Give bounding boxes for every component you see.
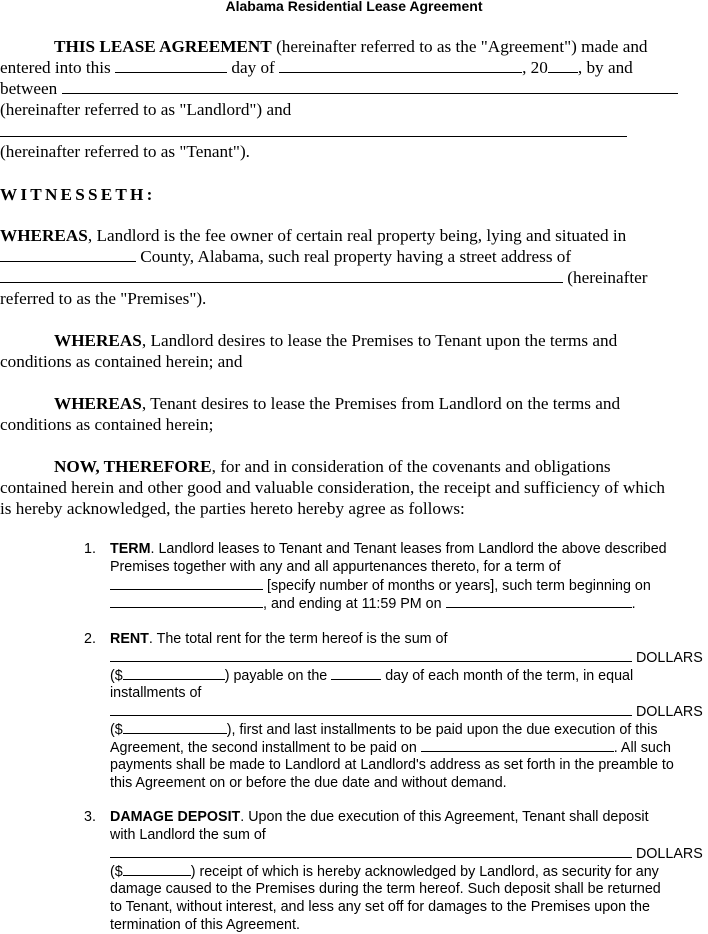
clause-deposit-line-6: to Tenant, without interest, and less any set off for damages to the Premises upon the: [110, 899, 650, 915]
clause-term-line-1: TERM. Landlord leases to Tenant and Tenant leases from Landlord the above described: [110, 541, 667, 557]
date-month-blank[interactable]: [279, 57, 522, 73]
clause-term-line-3: [specify number of months or years], such term beginning on: [110, 576, 708, 595]
term-start-blank[interactable]: [110, 594, 263, 608]
intro-line-2: entered into this day of , 20 , by and: [0, 58, 633, 77]
whereas1-line-3: (hereinafter: [0, 267, 708, 288]
clause-term-line-4: , and ending at 11:59 PM on .: [110, 594, 708, 613]
clause-2-number: 2.: [84, 631, 96, 647]
clause-rent-line-9: this Agreement on or before the due date and without demand.: [110, 775, 507, 791]
witnesseth-heading: WITNESSETH:: [0, 185, 156, 204]
clause-deposit-line-5: damage caused to the Premises during the term hereof. Such deposit shall be returned: [110, 881, 661, 897]
clause-rent-line-4: installments of: [110, 685, 202, 701]
intro-line-6: (hereinafter referred to as "Tenant").: [0, 142, 250, 161]
clause-term-heading: TERM: [110, 541, 151, 557]
clause-deposit-line-1: DAMAGE DEPOSIT. Upon the due execution of this Agreement, Tenant shall deposit: [110, 809, 649, 825]
clause-deposit-line-2: with Landlord the sum of: [110, 827, 266, 843]
clause-deposit-line-3: DOLLARS: [110, 844, 708, 863]
clause-rent-line-2: DOLLARS: [110, 648, 708, 667]
date-year-blank[interactable]: [548, 57, 578, 73]
intro-line-3: between: [0, 78, 708, 99]
whereas2-line-2: conditions as contained herein; and: [0, 352, 243, 371]
clause-3-number: 3.: [84, 809, 96, 825]
term-end-blank[interactable]: [446, 594, 632, 608]
term-length-blank[interactable]: [110, 576, 263, 590]
clause-rent-line-7: Agreement, the second installment to be paid on . All such: [110, 740, 671, 756]
intro-line-1: THIS LEASE AGREEMENT (hereinafter referred to as the "Agreement") made and: [54, 37, 648, 56]
clause-rent-line-1: RENT. The total rent for the term hereof is the sum of: [110, 631, 448, 647]
county-blank[interactable]: [0, 246, 136, 262]
document-title: Alabama Residential Lease Agreement: [225, 0, 483, 14]
second-installment-date-blank[interactable]: [421, 738, 614, 752]
intro-line-4: (hereinafter referred to as "Landlord") and: [0, 100, 292, 119]
date-day-blank[interactable]: [115, 57, 227, 73]
deposit-words-blank[interactable]: [110, 844, 632, 858]
clause-deposit-line-7: termination of this Agreement.: [110, 917, 300, 933]
whereas2-line-1: WHEREAS, Landlord desires to lease the Premises to Tenant upon the terms and: [54, 331, 618, 350]
now-line-1: NOW, THEREFORE, for and in consideration of the covenants and obligations: [54, 457, 611, 476]
whereas1-line-2: County, Alabama, such real property having a street address of: [0, 246, 708, 267]
installment-amount-blank[interactable]: [123, 720, 227, 734]
clause-rent-line-3: ($ ) payable on the day of each month of the term, in equal: [110, 668, 634, 684]
rent-total-amount-blank[interactable]: [123, 666, 225, 680]
tenant-name-blank[interactable]: [0, 136, 627, 137]
rent-total-words-blank[interactable]: [110, 648, 632, 662]
clause-rent-line-8: payments shall be made to Landlord at Landlord's address as set forth in the preamble to: [110, 757, 674, 773]
now-line-3: is hereby acknowledged, the parties hereto hereby agree as follows:: [0, 499, 465, 518]
rent-due-day-blank[interactable]: [331, 666, 381, 680]
installment-words-blank[interactable]: [110, 702, 632, 716]
clause-rent-line-5: DOLLARS: [110, 702, 708, 721]
clause-deposit-heading: DAMAGE DEPOSIT: [110, 809, 241, 825]
landlord-name-blank[interactable]: [62, 78, 678, 94]
now-line-2: contained herein and other good and valuable consideration, the receipt and sufficiency of which: [0, 478, 665, 497]
street-address-blank[interactable]: [0, 267, 563, 283]
whereas3-line-1: WHEREAS, Tenant desires to lease the Premises from Landlord on the terms and: [54, 394, 621, 413]
clause-rent-line-6: ($ ), first and last installments to be paid upon the due execution of this: [110, 722, 658, 738]
whereas1-line-1: WHEREAS, Landlord is the fee owner of certain real property being, lying and situated in: [0, 226, 627, 245]
clause-term-line-2: Premises together with any and all appurtenances thereto, for a term of: [110, 559, 561, 575]
deposit-amount-blank[interactable]: [123, 862, 191, 876]
intro-lead: THIS LEASE AGREEMENT: [54, 37, 272, 56]
whereas1-line-4: referred to as the "Premises").: [0, 289, 207, 308]
clause-deposit-line-4: ($ ) receipt of which is hereby acknowledged by Landlord, as security for any: [110, 864, 659, 880]
clause-rent-heading: RENT: [110, 631, 149, 647]
whereas3-line-2: conditions as contained herein;: [0, 415, 214, 434]
clause-1-number: 1.: [84, 541, 96, 557]
